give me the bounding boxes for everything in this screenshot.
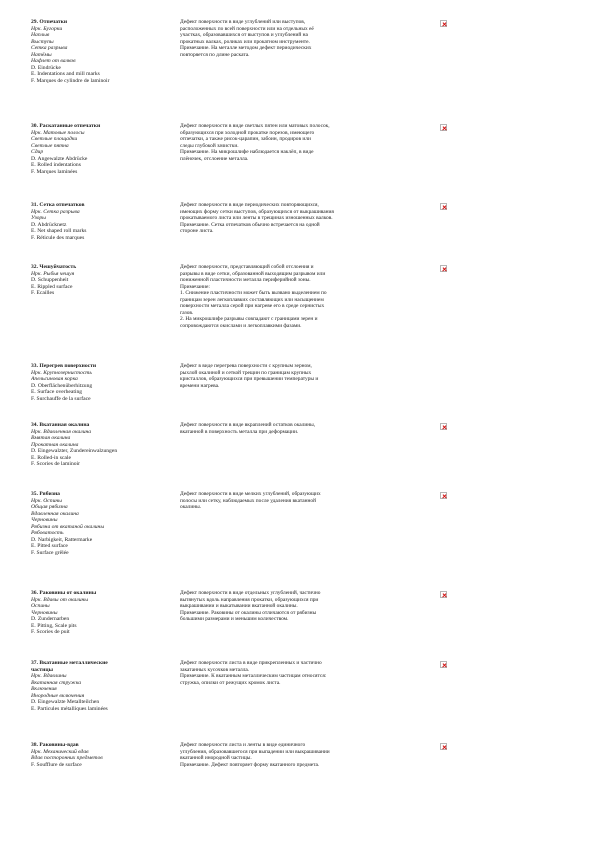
foreign-term: E. Indentations and mill marks (31, 71, 100, 77)
term-column (31, 422, 179, 468)
term-title: 32. Чешуйчатость (31, 264, 77, 270)
synonym: Нрк. Вдавленная окалина (31, 428, 92, 435)
foreign-term: E. Particules métalliques laminées (31, 705, 108, 712)
synonym: Нрк. Рыбья чешуя (31, 270, 75, 277)
term-column (31, 660, 179, 712)
definition-column (180, 491, 436, 511)
definition-line: Дефект поверхности листа и ленты в виде единичного (180, 742, 306, 748)
synonym: Апельсиновая корка (31, 376, 78, 382)
term-column (31, 19, 179, 84)
term-title: 36. Раковины от окалины (31, 590, 97, 596)
definition-line: Дефект поверхности в виде мелких углублений, образующих (180, 491, 321, 497)
definition-column (180, 590, 436, 623)
term-column (31, 123, 179, 175)
definition-line: рыхлой окалиной и сеткой трещин по границам крупных (180, 369, 312, 376)
synonym: Вдав посторонних предметов (31, 755, 103, 761)
definition-line: Дефект поверхности в виде светлых пятен или матовых полосок, (180, 123, 330, 129)
foreign-term: F. Écailles (31, 290, 55, 296)
foreign-term: E. Rolled-in scale (31, 454, 71, 461)
synonym: Нрк. Сетка разрыва (31, 208, 80, 215)
synonym: Нрк. Оспины (31, 497, 62, 504)
definition-line: времени нагрева. (180, 382, 220, 389)
foreign-term: D. Zundernarben (31, 616, 70, 622)
synonym: Инородные включения (31, 692, 85, 699)
definition-line: большими размерами и меньшим количеством. (180, 616, 289, 622)
definition-line: отпечатки, а также рисок-царапин, забоин, продиров или (180, 136, 311, 142)
term-column (31, 590, 179, 636)
broken-image-icon (440, 591, 447, 598)
foreign-term: F. Réticule des marques (31, 234, 85, 241)
definition-line: Примечание. Дефект повторяет форму вкатанного предмета. (180, 761, 320, 768)
definition-line: следы глубокой зачистки. (180, 142, 239, 149)
synonym: Черновины (31, 517, 58, 523)
broken-image-icon (440, 124, 447, 131)
synonym: Нафлет от валков (31, 58, 76, 64)
term-title: 29. Отпечатки (31, 19, 68, 25)
definition-line: Дефект поверхности в виде отдельных углублений, частично (180, 590, 321, 596)
foreign-term: E. Net shaped roll marks (31, 228, 87, 234)
foreign-term: E. Rolled indentations (31, 162, 81, 168)
definition-line: вкатанной в поверхность металла при деформации. (180, 428, 299, 435)
term-title: 34. Вкатанная окалина (31, 422, 90, 428)
foreign-term: F. Marques laminées (31, 168, 78, 175)
foreign-term: F. Surface grêlée (31, 549, 69, 556)
definition-line: Дефект поверхности в виде вкраплений остатков окалины, (180, 422, 316, 428)
foreign-term: E. Pitting, Scale pits (31, 622, 77, 629)
foreign-term: F. Scories de laminoir (31, 461, 80, 467)
definition-line: прокатываемого листа или ленты в трещинах изношенных валков. (180, 215, 333, 221)
definition-line: углубления, образовавшегося при выпадении или выкрашивании (180, 748, 330, 755)
synonym: Светлые пятна (31, 142, 69, 149)
foreign-term: E. Rippled surface (31, 283, 73, 290)
foreign-term: D. Oberflächenüberhitzung (31, 382, 93, 389)
definition-line: Примечание. Раковины от окалины отличаются от рябизны (180, 609, 317, 616)
synonym: Выступы (31, 38, 54, 45)
definition-line: сопровождаются окислами и легкоплавкими фазами. (180, 322, 302, 329)
definition-line: Дефект поверхности, представляющий собой отслоения и (180, 264, 314, 270)
foreign-term: F. Scories de puit (31, 629, 70, 635)
foreign-term: D. Angewalzte Abdrücke (31, 155, 88, 162)
definition-line: стороне листа. (180, 228, 214, 234)
term-column (31, 491, 179, 556)
definition-line: вкатанной инородной частицы. (180, 755, 252, 761)
definition-line: пониженной пластичности металла периферийной зоны. (180, 277, 311, 283)
synonym: Нрк. Крупнозернистость (31, 369, 92, 376)
foreign-term: F. Marques de cylindre de laminoir (31, 77, 110, 84)
synonym: Узоры (31, 215, 46, 221)
synonym: Сетка разрыва (31, 45, 68, 51)
foreign-term: D. Narbigkeit, Rattermarke (31, 536, 93, 543)
definition-line: выкрашивании и выкатывании вкатанной окалины. (180, 603, 298, 609)
synonym: Рябоватость (31, 530, 64, 536)
definition-column (180, 202, 436, 235)
foreign-term: E. Surface overheating (31, 389, 83, 395)
definition-column (180, 742, 436, 768)
term-title: 33. Перегрев поверхности (31, 363, 97, 369)
term-column (31, 202, 179, 241)
synonym: Рябизна от вкатаной окалины (31, 523, 105, 530)
definition-line: плёночек, отслоение металла. (180, 155, 249, 162)
definition-column (180, 264, 436, 329)
synonym: Сдир (31, 149, 44, 155)
definition-column (180, 123, 436, 162)
term-title: 30. Раскатанные отпечатки (31, 123, 101, 129)
broken-image-icon (440, 20, 447, 27)
broken-image-icon (440, 743, 447, 750)
definition-line: границам зерен легкоплавких составляющих или насыщением (180, 296, 324, 303)
synonym: Нрк. Вдавлины (31, 673, 67, 679)
definition-line: Примечание: (180, 283, 210, 290)
broken-image-icon (440, 492, 447, 499)
definition-line: окалины. (180, 504, 202, 510)
foreign-term: D. Abdrücknetz (31, 221, 67, 228)
definition-line: 2. На микрошлифе разрывы совпадают с границами зерен и (180, 316, 318, 322)
definition-column (180, 19, 436, 58)
definition-line: разрывы в виде сетки, образованной выходящим разрывом или (180, 270, 326, 277)
term-title: 38. Раковины-вдав (31, 742, 79, 748)
definition-line: поверхности металла серой при нагреве его в среде сернистых (180, 303, 325, 309)
term-title: 37. Вкатанные металлические (31, 660, 108, 666)
definition-line: Дефект в виде перегрева поверхности с крупным зерном, (180, 363, 312, 369)
definition-line: имеющих форму сетки выступов, образующихся от выкрашивания (180, 208, 334, 215)
synonym: Вдавленная окалина (31, 510, 79, 517)
synonym: Вкатанная стружка (31, 679, 82, 686)
synonym: Нрк. Бугорки (31, 25, 63, 32)
broken-image-icon (440, 423, 447, 430)
foreign-term: F. Soufflure de surface (31, 761, 82, 768)
term-title-continued: частицы (31, 666, 53, 673)
synonym: Оспины (31, 603, 50, 609)
foreign-term: D. Eingewalzte Metallteilchen (31, 699, 100, 705)
definition-line: Примечание. Сетка отпечатков обычно встречается на одной (180, 221, 320, 228)
definition-column (180, 363, 436, 389)
foreign-term: F. Surchauffe de la surface (31, 395, 91, 402)
synonym: Наплыв (31, 32, 50, 38)
definition-line: Примечание. На металле методом дефект периодических (180, 45, 312, 51)
definition-line: Дефект поверхности в виде углублений или выступов, (180, 19, 306, 25)
definition-column (180, 660, 436, 686)
foreign-term: E. Pitted surface (31, 543, 68, 549)
term-title: 35. Рябизна (31, 491, 60, 497)
definition-line: Дефект поверхности листа в виде прикрепленных и частично (180, 660, 322, 666)
synonym: Черновины (31, 609, 58, 616)
broken-image-icon (440, 265, 447, 272)
synonym: Нрк. Матовые полосы (31, 129, 85, 136)
definition-line: расположенных по всей поверхности или на отдельных её (180, 25, 314, 32)
synonym: Общая рябизна (31, 504, 68, 510)
term-column (31, 264, 179, 297)
foreign-term: D. Schuppenheit (31, 277, 69, 283)
synonym: Натёмы (31, 51, 52, 58)
foreign-term: D. Eingewalzter, Zundereinwalzungen (31, 448, 118, 454)
broken-image-icon (440, 661, 447, 668)
definition-line: 1. Снижение пластичности может быть вызвано выделением по (180, 290, 327, 296)
synonym: Вмятая окалина (31, 435, 71, 441)
term-column (31, 363, 179, 402)
term-title: 31. Сетка отпечатков (31, 202, 85, 208)
broken-image-icon (440, 203, 447, 210)
definition-line: стружка, опилки от режущих кромок листа. (180, 679, 281, 686)
definition-line: полосы или сетку, наблюдаемых после удаления вкатанной (180, 497, 316, 504)
synonym: Нрк. Механический вдав (31, 748, 89, 755)
synonym: Прокатная окалина (31, 441, 79, 448)
definition-line: вытянутых вдоль направления прокатки, образующихся при (180, 596, 319, 603)
definition-line: прокатных валках, роликах или прокатном инструменте. (180, 38, 310, 45)
foreign-term: D. Eindrücke (31, 64, 61, 71)
definition-column (180, 422, 436, 435)
synonym: Нрк. Вдавы от окалины (31, 596, 89, 603)
definition-line: Дефект поверхности в виде периодических повторяющихся, (180, 202, 319, 208)
definition-line: закатанных кусочков металла. (180, 666, 250, 673)
definition-line: участках, образовавшихся от выступов и углублений на (180, 32, 308, 38)
definition-line: повторяется по длине раската. (180, 51, 250, 58)
definition-line: Примечание. К вкатанным металлическим частицам относятся: (180, 673, 327, 679)
synonym: Светлые площадки (31, 136, 78, 142)
term-column (31, 742, 179, 768)
definition-line: Примечание. На микрошлифе наблюдается наклёп, в виде (180, 149, 314, 155)
definition-line: газов. (180, 309, 194, 316)
definition-line: образующихся при холодной прокатке порезов, имеющего (180, 129, 315, 136)
definition-line: кристаллов, образующихся при превышении температуры и (180, 376, 319, 382)
synonym: Включения (31, 686, 57, 692)
